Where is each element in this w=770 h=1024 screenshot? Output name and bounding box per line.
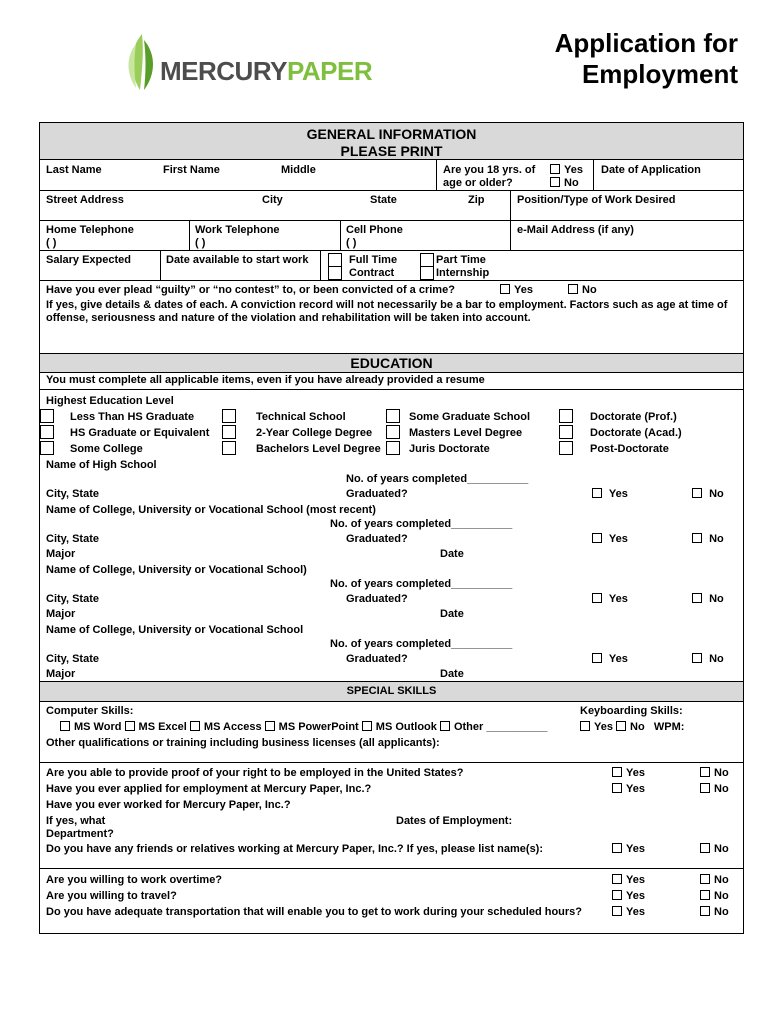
keyboarding-label: Keyboarding Skills: — [580, 705, 683, 717]
travel-question: Are you willing to travel? — [46, 890, 177, 902]
ms-word-option[interactable]: MS Word — [60, 721, 121, 733]
proof-no-option[interactable]: No — [700, 767, 729, 780]
level-option: Post-Doctorate — [590, 443, 669, 455]
level-checkbox[interactable] — [222, 409, 236, 423]
level-option: Juris Doctorate — [409, 443, 490, 455]
checkbox[interactable] — [700, 890, 710, 900]
company-name: MERCURYPAPER — [160, 56, 373, 86]
checkbox[interactable] — [190, 721, 200, 731]
travel-no-option[interactable]: No — [700, 890, 729, 903]
applied-no-option[interactable]: No — [700, 783, 729, 796]
level-checkbox[interactable] — [40, 425, 54, 439]
checkbox[interactable] — [700, 874, 710, 884]
level-option: Less Than HS Graduate — [70, 411, 195, 423]
graduated-no-option[interactable]: No — [692, 488, 724, 501]
crime-yes-option[interactable]: Yes — [500, 284, 533, 297]
friends-question: Do you have any friends or relatives working at Mercury Paper, Inc.? If yes, please list name(s): — [46, 843, 544, 855]
overtime-no-option[interactable]: No — [700, 874, 729, 887]
salary-expected-label: Salary Expected — [46, 254, 131, 266]
full-time-label: Full Time Contract — [349, 254, 398, 279]
checkbox[interactable] — [550, 164, 560, 174]
level-option: Some College — [70, 443, 143, 455]
crime-question: Have you ever plead “guilty” or “no contest” to, or been convicted of a crime? — [46, 284, 455, 296]
graduated-no-option[interactable]: No — [692, 533, 724, 546]
email-label: e-Mail Address (if any) — [517, 224, 634, 236]
checkbox[interactable] — [362, 721, 372, 731]
graduated-yes-option[interactable]: Yes — [592, 593, 628, 606]
cell-phone-label: Cell Phone ( ) — [346, 224, 403, 249]
level-checkbox[interactable] — [386, 425, 400, 439]
checkbox[interactable] — [700, 906, 710, 916]
crime-no-option[interactable]: No — [568, 284, 597, 297]
checkbox[interactable] — [612, 783, 622, 793]
college-label: Name of College, University or Vocational School — [46, 624, 304, 636]
major-label: Major — [46, 668, 76, 680]
leaf-icon — [122, 30, 162, 94]
city-state-label: City, State — [46, 488, 99, 500]
major-label: Major — [46, 608, 76, 620]
special-skills-header: SPECIAL SKILLS — [40, 681, 743, 702]
graduated-yes-option[interactable]: Yes — [592, 488, 628, 501]
ms-outlook-option[interactable]: MS Outlook — [362, 721, 437, 733]
worked-question: Have you ever worked for Mercury Paper, Inc.? — [46, 799, 291, 811]
checkbox[interactable] — [592, 593, 602, 603]
checkbox[interactable] — [550, 177, 560, 187]
general-info-header: GENERAL INFORMATION PLEASE PRINT — [40, 123, 743, 160]
checkbox[interactable] — [700, 767, 710, 777]
state-label: State — [370, 194, 397, 206]
checkbox[interactable] — [692, 593, 702, 603]
level-option: HS Graduate or Equivalent — [70, 427, 210, 439]
zip-label: Zip — [468, 194, 485, 206]
travel-yes-option[interactable]: Yes — [612, 890, 645, 903]
ms-powerpoint-option[interactable]: MS PowerPoint — [265, 721, 359, 733]
date-label: Date — [440, 668, 464, 680]
work-telephone-label: Work Telephone ( ) — [195, 224, 280, 249]
graduated-label: Graduated? — [346, 533, 408, 545]
last-name-label: Last Name — [46, 164, 102, 176]
friends-yes-option[interactable]: Yes — [612, 843, 645, 856]
graduated-label: Graduated? — [346, 488, 408, 500]
date-of-application-label: Date of Application — [601, 164, 701, 176]
checkbox[interactable] — [440, 721, 450, 731]
checkbox[interactable] — [580, 721, 590, 731]
proof-yes-option[interactable]: Yes — [612, 767, 645, 780]
wpm-label: WPM: — [653, 721, 685, 733]
checkbox[interactable] — [692, 533, 702, 543]
date-label: Date — [440, 548, 464, 560]
city-state-label: City, State — [46, 653, 99, 665]
age-no-option[interactable]: No — [550, 177, 579, 190]
other-qualifications-label: Other qualifications or training including business licenses (all applicants): — [46, 737, 440, 749]
level-option: Doctorate (Acad.) — [590, 427, 682, 439]
checkbox[interactable] — [612, 843, 622, 853]
level-option: 2-Year College Degree — [256, 427, 373, 439]
level-checkbox[interactable] — [222, 425, 236, 439]
transport-question: Do you have adequate transportation that will enable you to get to work during your scheduled hours? — [46, 906, 582, 918]
checkbox[interactable] — [612, 767, 622, 777]
level-checkbox[interactable] — [559, 425, 573, 439]
graduated-yes-option[interactable]: Yes — [592, 653, 628, 666]
years-completed-label: No. of years completed__________ — [330, 578, 513, 590]
college-label: Name of College, University or Vocational School) — [46, 564, 307, 576]
checkbox[interactable] — [500, 284, 510, 294]
level-checkbox[interactable] — [222, 441, 236, 455]
overtime-question: Are you willing to work overtime? — [46, 874, 223, 886]
checkbox[interactable] — [692, 653, 702, 663]
checkbox[interactable] — [612, 874, 622, 884]
contract-checkbox[interactable] — [328, 266, 342, 280]
level-option: Doctorate (Prof.) — [590, 411, 677, 423]
years-completed-label: No. of years completed__________ — [346, 473, 529, 485]
position-label: Position/Type of Work Desired — [517, 194, 676, 206]
internship-checkbox[interactable] — [420, 266, 434, 280]
checkbox[interactable] — [612, 906, 622, 916]
checkbox[interactable] — [700, 843, 710, 853]
other-option[interactable]: Other __________ — [440, 721, 548, 733]
software-options — [60, 721, 548, 734]
proof-question: Are you able to provide proof of your right to be employed in the United States? — [46, 767, 464, 779]
transport-yes-option[interactable]: Yes — [612, 906, 645, 919]
middle-label: Middle — [281, 164, 316, 176]
level-checkbox[interactable] — [559, 409, 573, 423]
graduated-no-option[interactable]: No — [692, 593, 724, 606]
checkbox[interactable] — [125, 721, 135, 731]
years-completed-label: No. of years completed__________ — [330, 518, 513, 530]
checkbox[interactable] — [592, 533, 602, 543]
date-available-label: Date available to start work — [166, 254, 309, 266]
years-completed-label: No. of years completed__________ — [330, 638, 513, 650]
friends-no-option[interactable]: No — [700, 843, 729, 856]
level-checkbox[interactable] — [386, 409, 400, 423]
level-option: Bachelors Level Degree — [256, 443, 381, 455]
crime-note: If yes, give details & dates of each. A conviction record will not necessarily be a bar to employment. Factors such as age at time of offense, seriousness and nature of the violation and rehabilitation will be taken into account. — [46, 299, 728, 324]
part-time-checkbox[interactable] — [420, 253, 434, 267]
graduated-label: Graduated? — [346, 653, 408, 665]
keyboarding-options — [580, 721, 684, 734]
education-note: You must complete all applicable items, even if you have already provided a resume — [46, 374, 485, 386]
keyboarding-yes-option[interactable]: Yes — [580, 721, 613, 733]
college-recent-label: Name of College, University or Vocational School (most recent) — [46, 504, 376, 516]
level-checkbox[interactable] — [559, 441, 573, 455]
transport-no-option[interactable]: No — [700, 906, 729, 919]
age-question: Are you 18 yrs. of age or older? — [443, 164, 536, 189]
checkbox[interactable] — [60, 721, 70, 731]
level-option: Some Graduate School — [409, 411, 531, 423]
applied-yes-option[interactable]: Yes — [612, 783, 645, 796]
checkbox[interactable] — [612, 890, 622, 900]
level-option: Technical School — [256, 411, 346, 423]
age-yes-option[interactable]: Yes — [550, 164, 583, 177]
dates-employment-label: Dates of Employment: — [396, 815, 513, 827]
checkbox[interactable] — [700, 783, 710, 793]
first-name-label: First Name — [163, 164, 220, 176]
ms-excel-option[interactable]: MS Excel — [125, 721, 187, 733]
high-school-label: Name of High School — [46, 459, 157, 471]
graduated-no-option[interactable]: No — [692, 653, 724, 666]
level-checkbox[interactable] — [40, 409, 54, 423]
full-time-checkbox[interactable] — [328, 253, 342, 267]
overtime-yes-option[interactable]: Yes — [612, 874, 645, 887]
graduated-label: Graduated? — [346, 593, 408, 605]
graduated-yes-option[interactable]: Yes — [592, 533, 628, 546]
applied-question: Have you ever applied for employment at Mercury Paper, Inc.? — [46, 783, 372, 795]
major-label: Major — [46, 548, 76, 560]
checkbox[interactable] — [265, 721, 275, 731]
checkbox[interactable] — [592, 653, 602, 663]
city-label: City — [262, 194, 283, 206]
home-telephone-label: Home Telephone ( ) — [46, 224, 134, 249]
ms-access-option[interactable]: MS Access — [190, 721, 262, 733]
part-time-label: Part Time Internship — [436, 254, 490, 279]
keyboarding-no-option[interactable]: No — [616, 721, 645, 733]
checkbox[interactable] — [568, 284, 578, 294]
street-address-label: Street Address — [46, 194, 124, 206]
city-state-label: City, State — [46, 593, 99, 605]
highest-level-label: Highest Education Level — [46, 395, 174, 407]
checkbox[interactable] — [616, 721, 626, 731]
department-label: If yes, what Department? — [46, 815, 114, 840]
computer-skills-label: Computer Skills: — [46, 705, 134, 717]
city-state-label: City, State — [46, 533, 99, 545]
page-title: Application for Employment — [554, 28, 738, 89]
level-checkbox[interactable] — [40, 441, 54, 455]
checkbox[interactable] — [692, 488, 702, 498]
checkbox[interactable] — [592, 488, 602, 498]
level-checkbox[interactable] — [386, 441, 400, 455]
education-header: EDUCATION — [40, 353, 743, 373]
date-label: Date — [440, 608, 464, 620]
level-option: Masters Level Degree — [409, 427, 523, 439]
